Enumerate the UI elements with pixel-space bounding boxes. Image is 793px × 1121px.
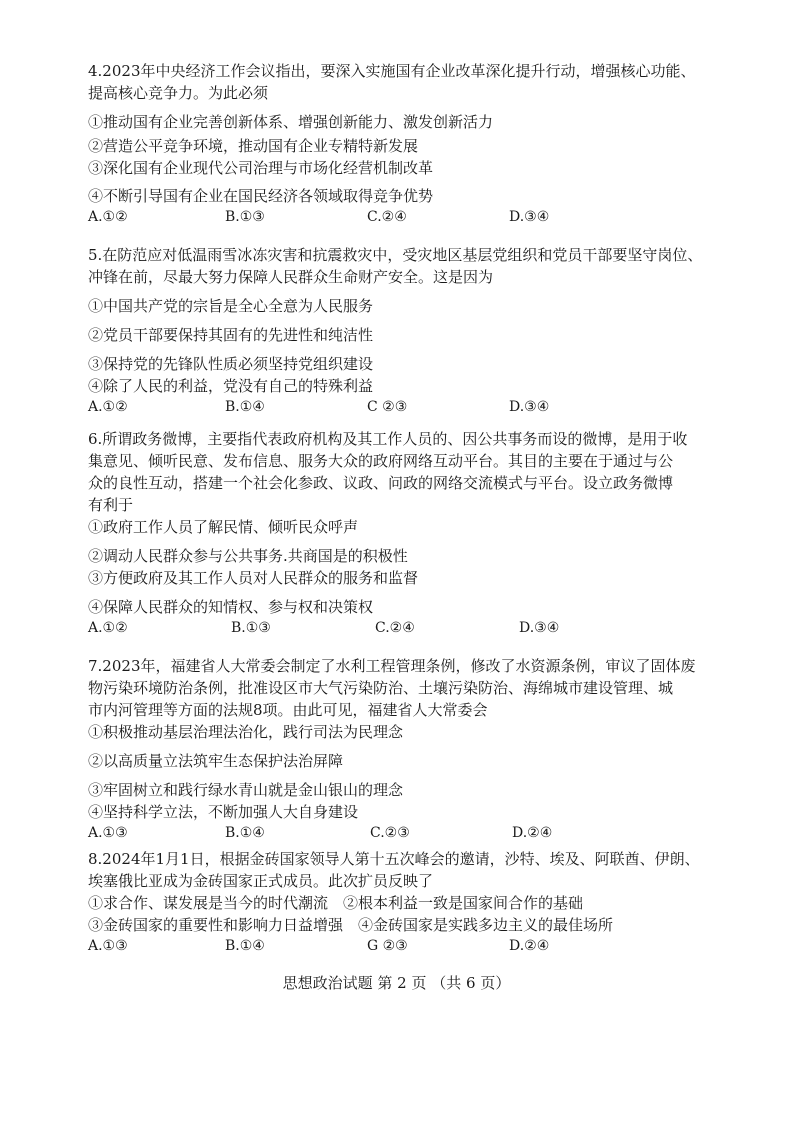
option-item: ④不断引导国有企业在国民经济各领域取得竞争优势 xyxy=(88,187,434,205)
question-stem: 有利于 xyxy=(88,496,134,514)
choice-c: C ②③ xyxy=(367,399,408,415)
answer-choices xyxy=(88,618,728,638)
option-item: ①求合作、谋发展是当今的时代潮流 ②根本利益一致是国家间合作的基础 xyxy=(88,894,584,912)
answer-choices xyxy=(88,823,728,843)
option-item: ③方便政府及其工作人员对人民群众的服务和监督 xyxy=(88,569,419,587)
choice-a: A.①② xyxy=(88,620,128,636)
question-stem: 埃塞俄比亚成为金砖国家正式成员。此次扩员反映了 xyxy=(88,872,434,890)
option-item: ①积极推动基层治理法治化，践行司法为民理念 xyxy=(88,723,404,741)
choice-b: B.①④ xyxy=(225,399,265,415)
question-stem: 集意见、倾听民意、发布信息、服务大众的政府网络互动平台。其目的主要在于通过与公 xyxy=(88,452,674,470)
question-4 xyxy=(88,60,728,227)
choice-c: C.②④ xyxy=(375,620,415,636)
option-item: ②营造公平竞争环境，推动国有企业专精特新发展 xyxy=(88,137,419,155)
question-8 xyxy=(88,848,728,956)
option-item: ①推动国有企业完善创新体系、增强创新能力、激发创新活力 xyxy=(88,113,494,131)
option-item: ②调动人民群众参与公共事务.共商国是的积极性 xyxy=(88,547,408,565)
question-stem: 4.2023年中央经济工作会议指出，要深入实施国有企业改革深化提升行动，增强核心功能、 xyxy=(88,62,696,80)
question-7 xyxy=(88,655,728,843)
choice-b: B.①③ xyxy=(231,620,271,636)
option-item: ①中国共产党的宗旨是全心全意为人民服务 xyxy=(88,297,374,315)
option-item: ③深化国有企业现代公司治理与市场化经营机制改革 xyxy=(88,159,434,177)
option-item: ④坚持科学立法，不断加强人大自身建设 xyxy=(88,803,359,821)
choice-d: D.②④ xyxy=(512,825,553,841)
question-stem: 5.在防范应对低温雨雪冰冻灾害和抗震救灾中，受灾地区基层党组织和党员干部要坚守岗位、 xyxy=(88,246,703,264)
answer-choices xyxy=(88,397,728,417)
option-item: ④保障人民群众的知情权、参与权和决策权 xyxy=(88,598,374,616)
option-item: ③牢固树立和践行绿水青山就是金山银山的理念 xyxy=(88,781,404,799)
question-stem: 市内河管理等方面的法规8项。由此可见，福建省人大常委会 xyxy=(88,701,488,719)
choice-d: D.③④ xyxy=(519,620,560,636)
question-stem: 物污染环境防治条例，批准设区市大气污染防治、土壤污染防治、海绵城市建设管理、城 xyxy=(88,679,674,697)
question-stem: 冲锋在前，尽最大努力保障人民群众生命财产安全。这是因为 xyxy=(88,268,494,286)
option-item: ②以高质量立法筑牢生态保护法治屏障 xyxy=(88,752,344,770)
choice-c: C.②④ xyxy=(367,209,407,225)
question-stem: 7.2023年，福建省人大常委会制定了水利工程管理条例，修改了水资源条例，审议了固体废 xyxy=(88,657,696,675)
choice-c: C.②③ xyxy=(370,825,410,841)
choice-d: D.②④ xyxy=(509,938,550,954)
answer-choices xyxy=(88,207,728,227)
question-5 xyxy=(88,244,728,417)
choice-b: B.①③ xyxy=(225,209,265,225)
question-stem: 众的良性互动，搭建一个社会化参政、议政、问政的网络交流模式与平台。设立政务微博 xyxy=(88,474,674,492)
page-footer: 思想政治试题 第 2 页 （共 6 页） xyxy=(282,974,511,992)
option-item: ③金砖国家的重要性和影响力日益增强 ④金砖国家是实践多边主义的最佳场所 xyxy=(88,916,614,934)
option-item: ④除了人民的利益，党没有自己的特殊利益 xyxy=(88,377,374,395)
choice-a: A.①③ xyxy=(88,938,128,954)
choice-c: G ②③ xyxy=(367,938,408,954)
option-item: ③保持党的先锋队性质必须坚持党组织建设 xyxy=(88,355,374,373)
question-6 xyxy=(88,428,728,638)
choice-b: B.①④ xyxy=(225,938,265,954)
answer-choices xyxy=(88,936,728,956)
choice-a: A.①③ xyxy=(88,825,128,841)
question-stem: 6.所谓政务微博，主要指代表政府机构及其工作人员的、因公共事务而设的微博，是用于收 xyxy=(88,430,688,448)
choice-a: A.①② xyxy=(88,209,128,225)
question-stem: 8.2024年1月1日，根据金砖国家领导人第十五次峰会的邀请，沙特、埃及、阿联酋、伊朗、 xyxy=(88,850,700,868)
option-item: ①政府工作人员了解民情、倾听民众呼声 xyxy=(88,518,359,536)
choice-d: D.③④ xyxy=(509,399,550,415)
option-item: ②党员干部要保持其固有的先进性和纯洁性 xyxy=(88,326,374,344)
choice-d: D.③④ xyxy=(509,209,550,225)
question-stem: 提高核心竞争力。为此必须 xyxy=(88,84,269,102)
choice-a: A.①② xyxy=(88,399,128,415)
choice-b: B.①④ xyxy=(225,825,265,841)
